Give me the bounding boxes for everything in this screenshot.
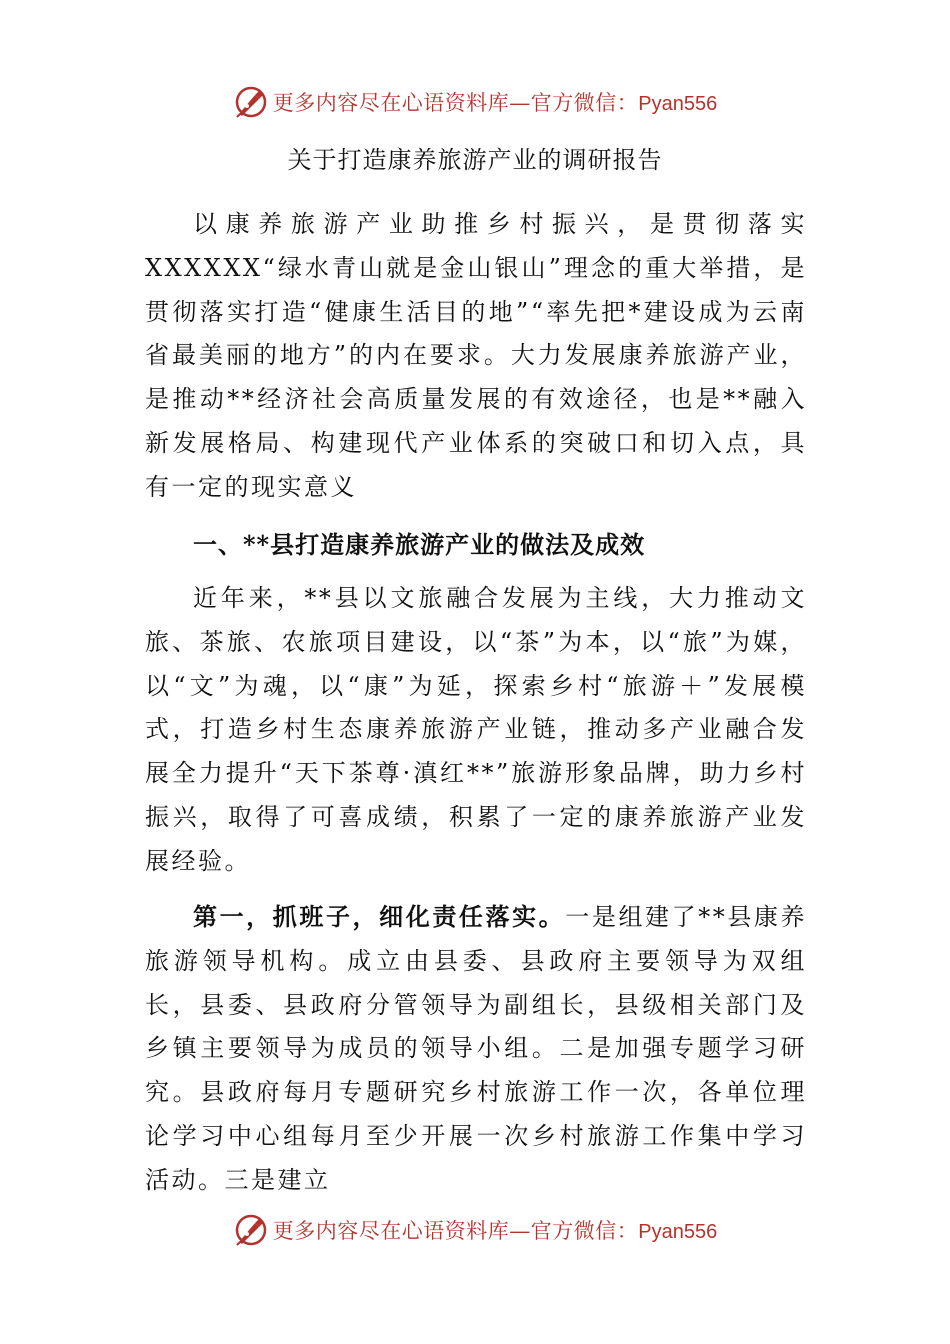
footer-watermark (0, 1208, 950, 1252)
section-heading: 一、**县打造康养旅游产业的做法及成效 (193, 530, 646, 559)
measure-paragraph (145, 895, 807, 1203)
watermark-text (273, 87, 717, 117)
document-title: 关于打造康养旅游产业的调研报告 (287, 146, 663, 174)
header-watermark (0, 80, 950, 124)
pen-nib-logo-icon (233, 84, 269, 120)
watermark-prefix: 更多内容尽在心语资料库—官方微信： (272, 91, 639, 115)
watermark-handle: Pyan556 (638, 93, 718, 115)
watermark-handle: Pyan556 (638, 1221, 718, 1243)
measure-body: 一是组建了**县康养旅游领导机构。成立由县委、县政府主要领导为双组长，县委、县政府分管领导为副组长，县级相关部门及乡镇主要领导为成员的领导小组。二是加强专题学习研究。县政府每月专题研究乡村旅游工作一次，各单位理论学习中心组每月至少开展一次乡村旅游工作集中学习活动。三是建立 (145, 903, 808, 1194)
pen-nib-logo-icon (233, 1212, 269, 1248)
watermark-text (273, 1215, 717, 1245)
measure-lead: 第一，抓班子，细化责任落实。 (193, 902, 566, 931)
watermark-prefix: 更多内容尽在心语资料库—官方微信： (272, 1219, 639, 1243)
section-paragraph: 近年来，**县以文旅融合发展为主线，大力推动文旅、茶旅、农旅项目建设，以“茶”为本，以“旅”为媒，以“文”为魂，以“康”为延，探索乡村“旅游＋”发展模式，打造乡村生态康养旅游产业链，推动多产业融合发展全力提升“天下茶尊·滇红**”旅游形象品牌，助力乡村振兴，取得了可喜成绩，积累了一定的康养旅游产业发展经验。 (145, 584, 807, 875)
intro-paragraph: 以康养旅游产业助推乡村振兴，是贯彻落实XXXXXX“绿水青山就是金山银山”理念的重大举措，是贯彻落实打造“健康生活目的地”“率先把*建设成为云南省最美丽的地方”的内在要求。大力发展康养旅游产业，是推动**经济社会高质量发展的有效途径，也是**融入新发展格局、构建现代产业体系的突破口和切入点，具有一定的现实意义 (145, 210, 807, 501)
